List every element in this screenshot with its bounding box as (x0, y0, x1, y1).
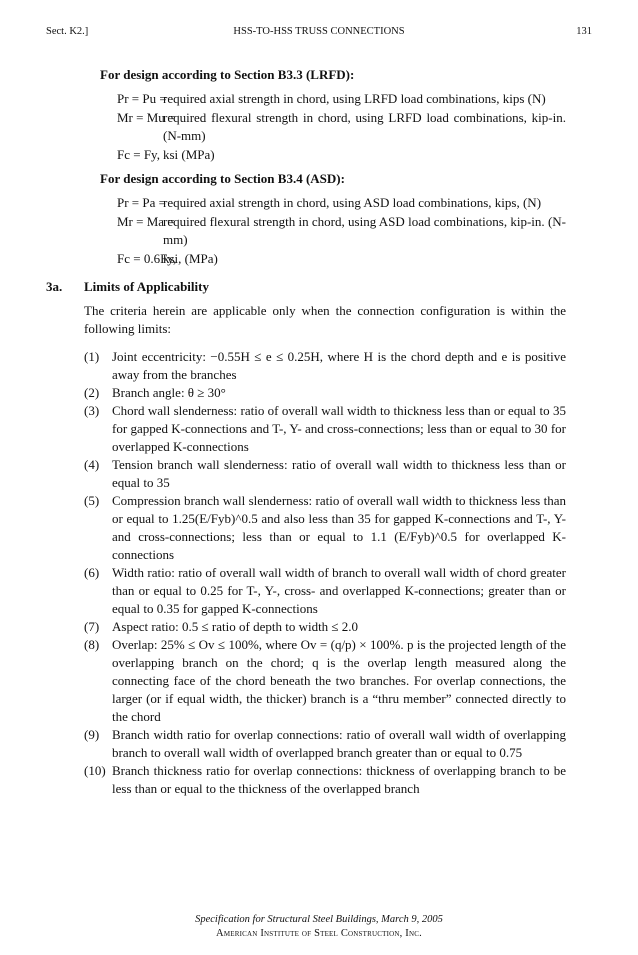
definition-row (117, 250, 566, 268)
header-page-number: 131 (576, 26, 592, 37)
list-item-text: Joint eccentricity: −0.55H ≤ e ≤ 0.25H, where H is the chord depth and e is positive away from the branches (112, 349, 566, 382)
definition-row (117, 194, 566, 212)
list-item (84, 618, 566, 636)
page-footer (0, 913, 638, 941)
footer-spec-title: Specification for Structural Steel Buildings, March 9, 2005 (195, 914, 443, 925)
list-item-text: Branch angle: θ ≥ 30° (112, 385, 226, 400)
list-item-text: Compression branch wall slenderness: ratio of overall wall width to thickness less than or equal to 1.25(E/Fyb)^0.5 and also less than 35 for gapped K-connections and T-, Y- and cross-connections; less than or equal to 1.1 (E/Fyb)^0.5 for overlapped K-connections (112, 493, 566, 562)
list-item-number: (8) (84, 637, 100, 652)
list-item-number: (9) (84, 727, 100, 742)
section-heading (46, 278, 566, 296)
list-item-number: (10) (84, 763, 106, 778)
list-item (84, 492, 566, 564)
list-item-text: Branch thickness ratio for overlap connections: thickness of overlapping branch to be less than or equal to the thickness of the overlapped branch (112, 763, 566, 796)
limits-list (84, 348, 566, 798)
definition-symbol: Fc = Fy, (117, 147, 160, 162)
section-title: Limits of Applicability (84, 279, 209, 294)
definition-symbol: Fc = 0.6Fy, (117, 251, 177, 266)
footer-publisher: American Institute of Steel Construction, Inc. (216, 928, 422, 939)
list-item (84, 564, 566, 618)
running-header (46, 24, 592, 40)
lrfd-heading: For design according to Section B3.3 (LRFD): (100, 67, 355, 82)
definition-row (117, 146, 566, 164)
definition-text: required flexural strength in chord, using LRFD load combinations, kip-in. (N-mm) (163, 110, 566, 143)
list-item (84, 726, 566, 762)
list-item (84, 348, 566, 384)
list-item-text: Tension branch wall slenderness: ratio of overall wall width to thickness less than or equal to 35 (112, 457, 566, 490)
list-item-number: (5) (84, 493, 100, 508)
section-intro: The criteria herein are applicable only when the connection configuration is within the following limits: (84, 303, 566, 336)
definition-text: ksi, (MPa) (163, 251, 218, 266)
list-item-text: Branch width ratio for overlap connections: ratio of overall wall width of overlapping branch to overall wall width of overlapped branch greater than or equal to 0.75 (112, 727, 566, 760)
definition-symbol: Pr = Pa = (117, 195, 166, 210)
list-item (84, 762, 566, 798)
definition-text: required flexural strength in chord, using ASD load combinations, kip-in. (N-mm) (163, 214, 566, 247)
list-item (84, 402, 566, 456)
definition-row (117, 213, 566, 249)
list-item-text: Chord wall slenderness: ratio of overall wall width to thickness less than or equal to 35 for gapped K-connections and T-, Y- and cross-connections; less than or equal to 30 for overlapped K-connections (112, 403, 566, 454)
list-item-text: Overlap: 25% ≤ Ov ≤ 100%, where Ov = (q/p) × 100%. p is the projected length of the overlapping branch on the chord; q is the overlap length measured along the connecting face of the chord beneath the two branches. For overlap connections, the larger (or if equal width, the thicker) branch is a “thru member” connected directly to the chord (112, 637, 566, 724)
list-item-number: (4) (84, 457, 100, 472)
definition-row (117, 90, 566, 108)
list-item-number: (6) (84, 565, 100, 580)
list-item (84, 636, 566, 726)
definition-symbol: Mr = Mu = (117, 110, 176, 125)
section-number: 3a. (46, 279, 63, 294)
list-item-number: (7) (84, 619, 100, 634)
definition-text: required axial strength in chord, using ASD load combinations, kips, (N) (163, 195, 542, 210)
page-body (46, 66, 566, 798)
lrfd-definitions (117, 90, 566, 164)
definition-row (117, 109, 566, 145)
list-item-number: (2) (84, 385, 100, 400)
definition-text: required axial strength in chord, using LRFD load combinations, kips (N) (163, 91, 546, 106)
definition-symbol: Pr = Pu = (117, 91, 167, 106)
header-title: HSS-TO-HSS TRUSS CONNECTIONS (233, 26, 405, 37)
asd-definitions (117, 194, 566, 268)
definition-text: ksi (MPa) (163, 147, 215, 162)
list-item-number: (1) (84, 349, 100, 364)
list-item (84, 384, 566, 402)
list-item-text: Width ratio: ratio of overall wall width of branch to overall wall width of chord greater than or equal to 0.25 for T-, Y-, cross- and overlapped K-connections; greater than or equal to 0.35 for gapped K-connections (112, 565, 566, 616)
list-item-text: Aspect ratio: 0.5 ≤ ratio of depth to width ≤ 2.0 (112, 619, 359, 634)
list-item (84, 456, 566, 492)
list-item-number: (3) (84, 403, 100, 418)
asd-heading: For design according to Section B3.4 (ASD): (100, 171, 345, 186)
definition-symbol: Mr = Ma = (117, 214, 175, 229)
header-section: Sect. K2.] (46, 26, 89, 37)
